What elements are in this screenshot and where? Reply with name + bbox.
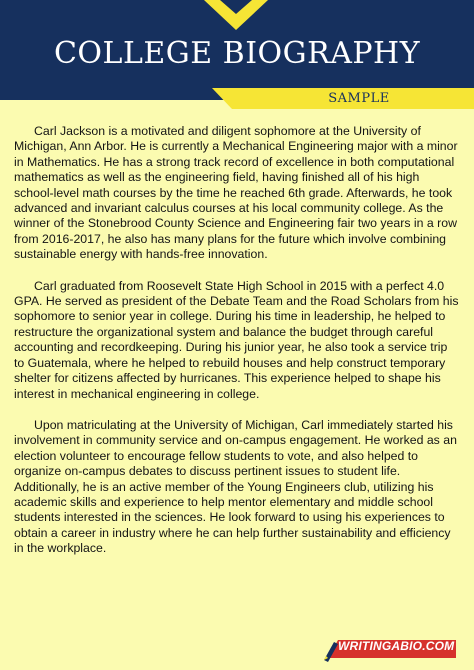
chevron-down-icon: [204, 0, 268, 30]
paragraph-2: Carl graduated from Roosevelt State High School in 2015 with a perfect 4.0 GPA. He served as president of the Debate Team and the Road Scholars from his sophomore to senior year in college. During his time in leadership, he helped to restructure the organizational system and balance the budget through careful accounting and recordkeeping. During his junior year, he also took a service trip to Guatemala, where he helped to rebuild houses and help construct temporary shelter for citizens affected by hurricanes. This experience helped to shape his interest in mechanical engineering in college.: [14, 278, 459, 401]
sample-label: SAMPLE: [328, 91, 390, 106]
site-logo-text: WRITINGABIO.COM: [338, 639, 455, 653]
page-title: COLLEGE BIOGRAPHY: [53, 36, 421, 71]
paragraph-1: Carl Jackson is a motivated and diligent sophomore at the University of Michigan, Ann Arbor. He is currently a Mechanical Engineering major with a minor in Mathematics. He has a strong track record of excellence in both computational mathematics as well as the engineering field, having finished all of his high school-level math courses by the time he reached 6th grade. Afterwards, he took advanced and invariant calculus courses at his local community college. As the winner of the Stonebrood County Science and Engineering fair two years in a row from 2016-2017, he also has many plans for the future which involve combining sustainable energy with hands-free innovation.: [14, 124, 458, 262]
paragraph-3: Upon matriculating at the University of Michigan, Carl immediately started his involvement in community service and on-campus engagement. He worked as an election volunteer to encourage fellow students to vote, and also helped to organize on-campus debates to discuss pertinent issues to student life. Additionally, he is an active member of the Young Engineers club, utilizing his academic skills and experience to help mentor elementary and middle school students interested in the sciences. He look forward to using his experiences to obtain a career in industry where he can help further sustainability and efficiency in the workplace.: [14, 417, 457, 556]
biography-body: [14, 124, 460, 573]
